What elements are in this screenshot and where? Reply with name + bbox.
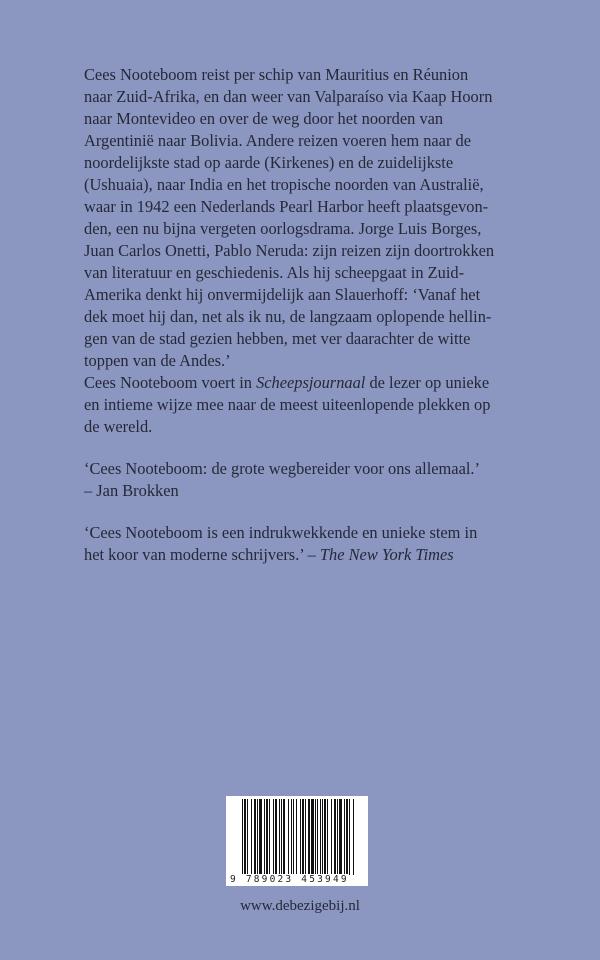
text-line [84,306,544,328]
barcode-bar [302,799,304,875]
barcode-bar [266,799,268,875]
paragraph-gap [84,438,544,458]
text-line [84,130,544,152]
text-segment: ‘Cees Nooteboom is een indrukwekkende en unieke stem in [84,523,478,542]
text-line [84,522,544,544]
text-segment: de wereld. [84,417,153,436]
text-line [84,174,544,196]
barcode-bar [300,799,301,875]
barcode-bar [315,799,316,875]
text-segment: van literatuur en geschiedenis. Als hij scheepgaat in Zuid- [84,263,465,282]
barcode-bar [251,799,252,875]
publisher-url: www.debezigebij.nl [240,898,360,914]
barcode-bar [264,799,265,875]
text-segment: naar Montevideo en over de weg door het noorden van [84,109,444,128]
isbn-number: 9 789023 453949 [230,874,349,885]
barcode-bar [327,799,328,875]
barcode-bar [305,799,306,875]
text-line [84,394,544,416]
barcode-bar [346,799,348,875]
text-line [84,152,544,174]
text-segment: Cees Nooteboom reist per schip van Mauritius en Réunion [84,65,469,84]
text-segment: ‘Cees Nooteboom: de grote wegbereider voor ons allemaal.’ [84,459,480,478]
barcode-bar [296,799,297,875]
barcode-bar [339,799,342,875]
text-line [84,284,544,306]
paragraph-gap [84,502,544,522]
barcode-bar [334,799,336,875]
text-line [84,328,544,350]
text-line [84,64,544,86]
barcode-bar [344,799,345,875]
barcode-bar [324,799,326,875]
barcode-bar [349,799,350,875]
barcode-bar [308,799,310,875]
text-line [84,372,544,394]
text-segment: en intieme wijze mee naar de meest uiteenlopende plekken op [84,395,491,414]
text-line [84,86,544,108]
barcode-bar [320,799,321,875]
text-line [84,108,544,130]
barcode-bar [279,799,280,875]
text-line [84,218,544,240]
text-segment: den, een nu bijna vergeten oorlogsdrama. Jorge Luis Borges, [84,219,482,238]
barcode-bar [273,799,274,875]
barcode-bar [317,799,318,875]
italic-title: Scheepsjournaal [256,373,366,392]
back-cover-blurb [84,64,544,566]
text-line [84,196,544,218]
text-segment: Argentinië naar Bolivia. Andere reizen voeren hem naar de [84,131,471,150]
barcode-bars [226,796,368,886]
text-segment: Juan Carlos Onetti, Pablo Neruda: zijn reizen zijn doortrokken [84,241,495,260]
barcode-bar [322,799,323,875]
text-line [84,416,544,438]
barcode-bar [244,799,246,883]
barcode-bar [291,799,292,875]
barcode-bar [269,799,270,875]
barcode-bar [288,799,289,875]
text-segment: noordelijkste stad op aarde (Kirkenes) en de zuidelijkste [84,153,454,172]
barcode-bar [257,799,258,875]
barcode-bar [337,799,338,875]
text-segment: naar Zuid-Afrika, en dan weer van Valparaíso via Kaap Hoorn [84,87,493,106]
text-segment: de lezer op unieke [365,373,490,392]
text-line [84,262,544,284]
text-segment: Cees Nooteboom voert in [84,373,257,392]
isbn-barcode [226,796,368,886]
text-line [84,350,544,372]
barcode-bar [247,799,248,875]
text-line [84,480,544,502]
text-segment: het koor van moderne schrijvers.’ – [84,545,320,564]
barcode-bar [331,799,332,875]
italic-title: The New York Times [319,545,454,564]
text-segment: Amerika denkt hij onvermijdelijk aan Slauerhoff: ‘Vanaf het [84,285,481,304]
barcode-bar [254,799,256,875]
text-line [84,240,544,262]
barcode-bar [259,799,262,875]
text-segment: dek moet hij dan, net als ik nu, de langzaam oplopende hellin- [84,307,492,326]
text-line [84,458,544,480]
text-segment: – Jan Brokken [84,481,179,500]
text-segment: gen van de stad gezien hebben, met ver daarachter de witte [84,329,471,348]
text-segment: toppen van de Andes.’ [84,351,231,370]
barcode-bar [353,799,354,875]
barcode-bar [275,799,277,875]
barcode-bar [293,799,294,875]
text-segment: waar in 1942 een Nederlands Pearl Harbor heeft plaatsgevon- [84,197,489,216]
barcode-bar [283,799,285,875]
text-segment: (Ushuaia), naar India en het tropische noorden van Australië, [84,175,484,194]
barcode-bar [311,799,314,875]
barcode-bar [242,799,243,883]
text-line [84,544,544,566]
barcode-bar [281,799,282,875]
